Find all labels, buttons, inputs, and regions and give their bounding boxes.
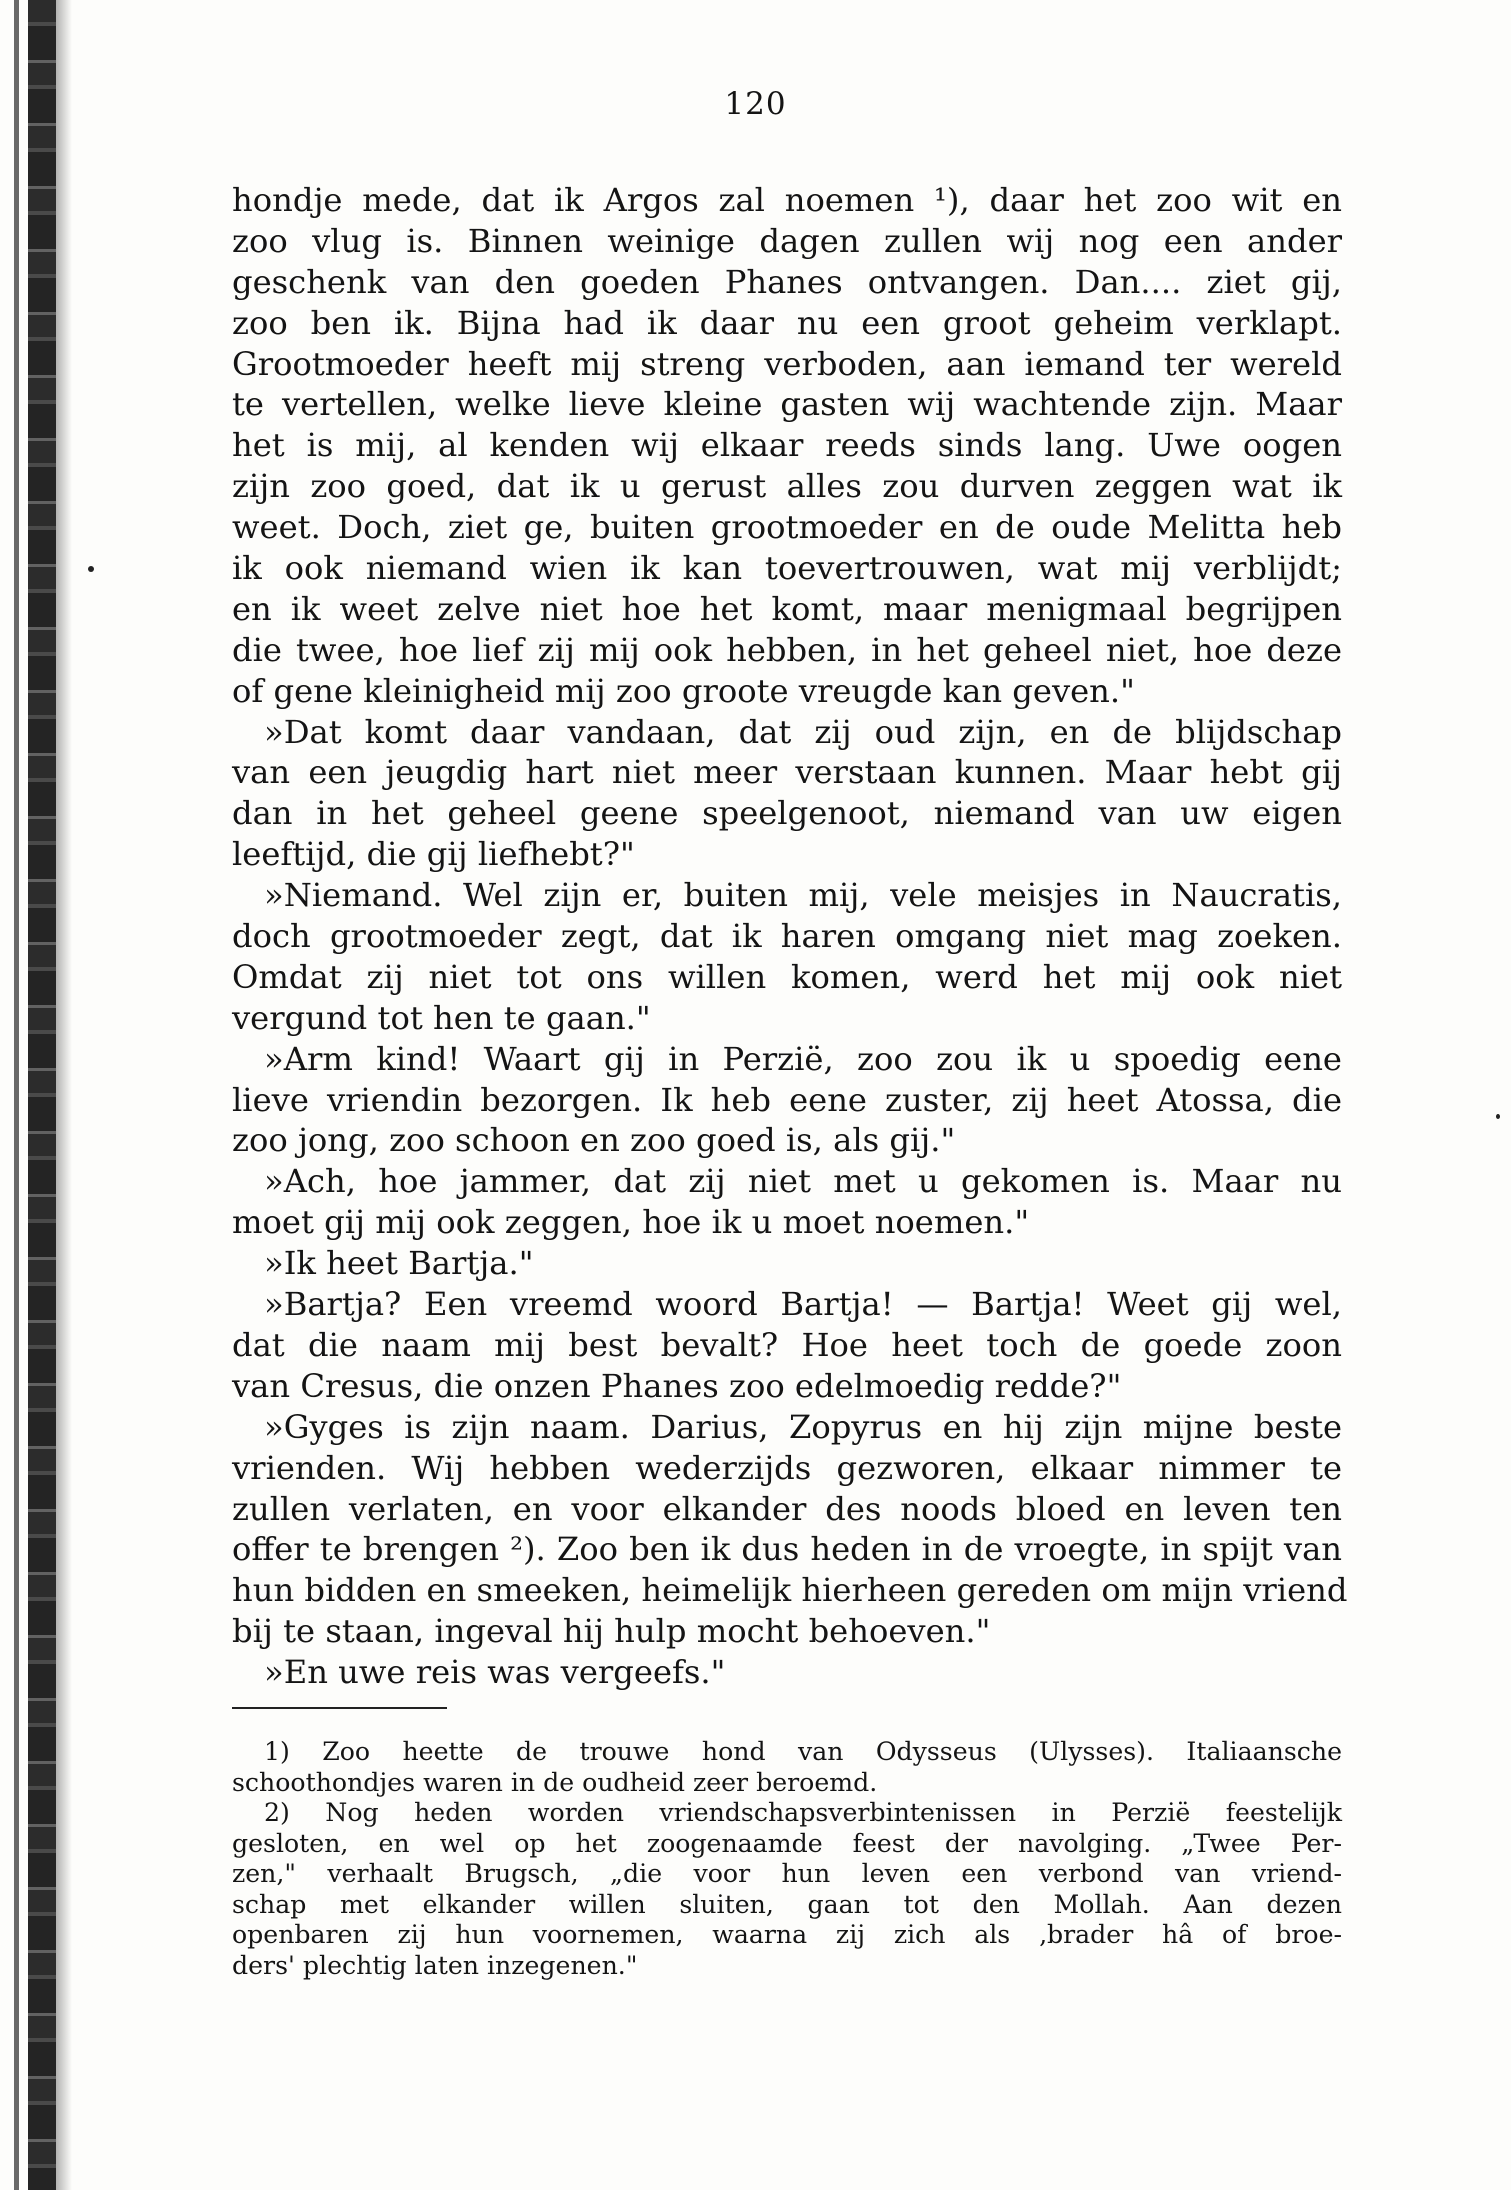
text-line: weet. Doch, ziet ge, buiten grootmoeder en de oude Melitta heb	[232, 508, 1342, 547]
footnote-line: openbaren zij hun voornemen, waarna zij zich als ‚brader hâ of broe-	[232, 1920, 1342, 1949]
text-line: »Ik heet Bartja."	[264, 1244, 534, 1283]
text-line: van een jeugdig hart niet meer verstaan kunnen. Maar hebt gij	[232, 753, 1342, 792]
text-line: »Gyges is zijn naam. Darius, Zopyrus en hij zijn mijne beste	[264, 1407, 1342, 1446]
text-line: »Niemand. Wel zijn er, buiten mij, vele meisjes in Naucratis,	[264, 876, 1342, 915]
text-line: ik ook niemand wien ik kan toevertrouwen, wat mij verblijdt;	[232, 549, 1342, 588]
text-line: »Dat komt daar vandaan, dat zij oud zijn, en de blijdschap	[264, 712, 1342, 751]
footnote-line: 2) Nog heden worden vriendschapsverbintenissen in Perzië feestelijk	[264, 1798, 1342, 1827]
body-text	[232, 180, 1348, 1693]
text-line: doch grootmoeder zegt, dat ik haren omgang niet mag zoeken.	[232, 917, 1342, 956]
footnote-line: zen," verhaalt Brugsch, „die voor hun leven een verbond van vriend-	[232, 1859, 1342, 1888]
text-line: »Bartja? Een vreemd woord Bartja! — Bartja! Weet gij wel,	[264, 1285, 1342, 1324]
text-line: »En uwe reis was vergeefs."	[264, 1653, 726, 1692]
text-line: hondje mede, dat ik Argos zal noemen ¹), daar het zoo wit en	[232, 181, 1342, 219]
scan-speck	[1496, 1114, 1500, 1119]
text-line: die twee, hoe lief zij mij ook hebben, in het geheel niet, hoe deze	[232, 630, 1342, 669]
text-line: bij te staan, ingeval hij hulp mocht behoeven."	[232, 1612, 991, 1651]
text-line: vrienden. Wij hebben wederzijds gezworen, elkaar nimmer te	[232, 1448, 1342, 1487]
text-line: te vertellen, welke lieve kleine gasten wij wachtende zijn. Maar	[232, 385, 1342, 424]
text-line: offer te brengen ²). Zoo ben ik dus heden in de vroegte, in spijt van	[232, 1530, 1342, 1569]
footnote-line: schap met elkander willen sluiten, gaan tot den Mollah. Aan dezen	[232, 1889, 1342, 1919]
text-line: dat die naam mij best bevalt? Hoe heet toch de goede zoon	[232, 1325, 1342, 1364]
text-line: het is mij, al kenden wij elkaar reeds sinds lang. Uwe oogen	[232, 426, 1342, 465]
text-line: lieve vriendin bezorgen. Ik heb eene zuster, zij heet Atossa, die	[232, 1080, 1342, 1119]
text-line: dan in het geheel geene speelgenoot, niemand van uw eigen	[232, 794, 1342, 833]
text-line: »Ach, hoe jammer, dat zij niet met u gekomen is. Maar nu	[264, 1162, 1342, 1201]
binding-edge-line	[14, 0, 19, 2190]
text-line: en ik weet zelve niet hoe het komt, maar menigmaal begrijpen	[232, 589, 1342, 628]
footnote-line: 1) Zoo heette de trouwe hond van Odysseus (Ulysses). Italiaansche	[264, 1737, 1342, 1766]
binding-edge	[28, 0, 56, 2190]
text-line: zullen verlaten, en voor elkander des noods bloed en leven ten	[232, 1489, 1342, 1528]
text-line: zoo vlug is. Binnen weinige dagen zullen wij nog een ander	[232, 221, 1342, 260]
text-line: zoo jong, zoo schoon en zoo goed is, als gij."	[232, 1121, 956, 1160]
footnotes	[232, 1737, 1342, 1981]
text-line: zoo ben ik. Bijna had ik daar nu een groot geheim verklapt.	[232, 303, 1342, 342]
text-line: Grootmoeder heeft mij streng verboden, aan iemand ter wereld	[232, 344, 1342, 383]
page-number: 120	[724, 86, 787, 122]
text-line: Omdat zij niet tot ons willen komen, werd het mij ook niet	[232, 957, 1342, 996]
footnote-line: schoothondjes waren in de oudheid zeer beroemd.	[232, 1767, 878, 1797]
text-line: »Arm kind! Waart gij in Perzië, zoo zou ik u spoedig eene	[264, 1039, 1342, 1078]
text-line: geschenk van den goeden Phanes ontvangen. Dan.... ziet gij,	[232, 262, 1342, 301]
text-line: of gene kleinigheid mij zoo groote vreugde kan geven."	[232, 671, 1135, 710]
scan-speck	[88, 566, 94, 572]
footnote-line: ders' plechtig laten inzegenen."	[232, 1950, 638, 1980]
text-line: van Cresus, die onzen Phanes zoo edelmoedig redde?"	[232, 1366, 1122, 1405]
text-line: vergund tot hen te gaan."	[232, 998, 651, 1037]
footnote-rule	[232, 1707, 447, 1709]
text-line: moet gij mij ook zeggen, hoe ik u moet noemen."	[232, 1203, 1030, 1242]
footnote-line: gesloten, en wel op het zoogenaamde feest der navolging. „Twee Per-	[232, 1828, 1342, 1858]
text-line: hun bidden en smeeken, heimelijk hierheen gereden om mijn vriend	[232, 1571, 1348, 1610]
text-line: zijn zoo goed, dat ik u gerust alles zou durven zeggen wat ik	[232, 467, 1342, 506]
binding-shadow	[56, 0, 72, 2190]
text-line: leeftijd, die gij liefhebt?"	[232, 835, 635, 874]
